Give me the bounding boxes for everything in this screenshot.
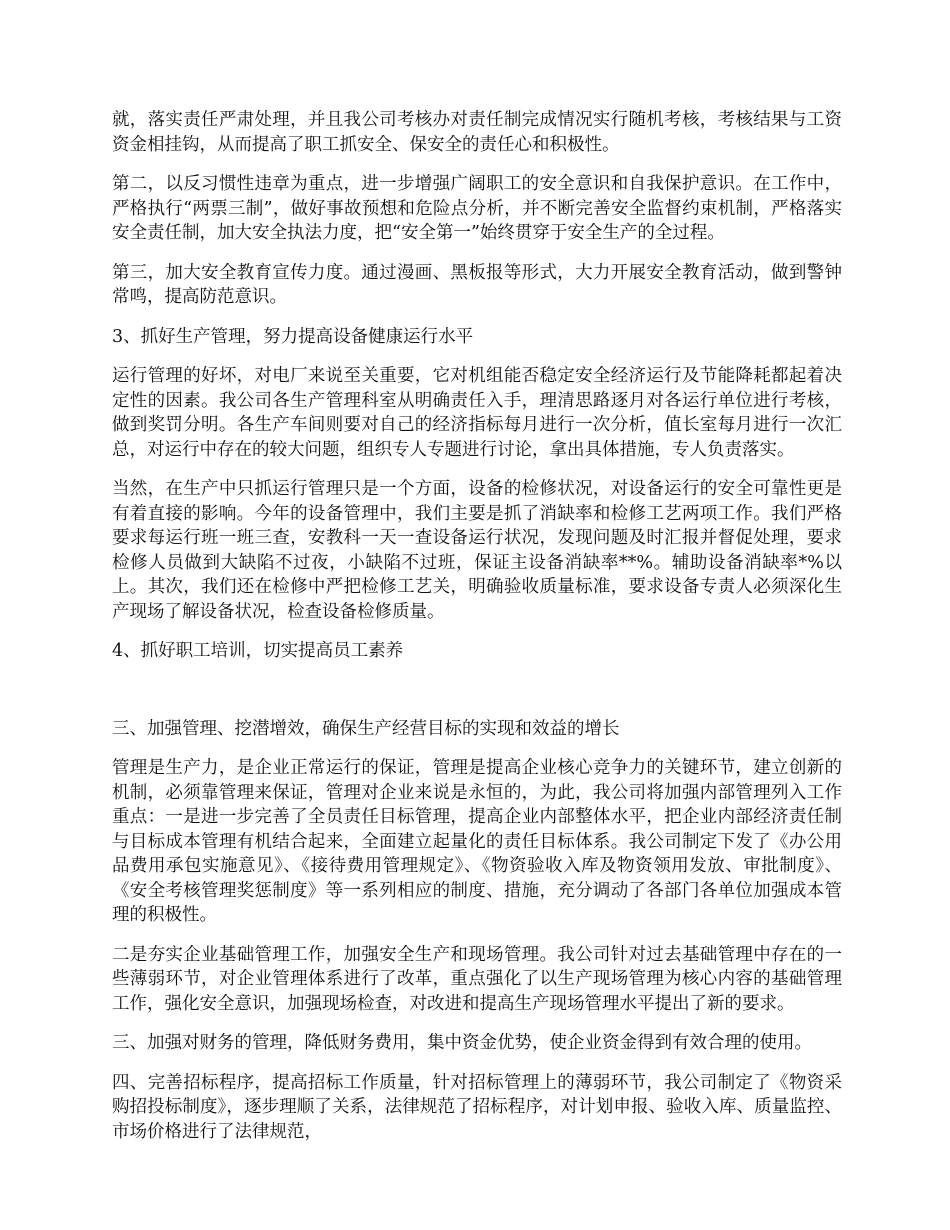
paragraph-basic-management: 二是夯实企业基础管理工作，加强安全生产和现场管理。我公司针对过去基础管理中存在的一些薄弱环节，对企业管理体系进行了改革，重点强化了以生产现场管理为核心内容的基础管理工作，强化安全意识，加强现场检查，对改进和提高生产现场管理水平提出了新的要求。 (112, 944, 842, 1014)
heading-section-three: 三、加强管理、挖潜增效，确保生产经营目标的实现和效益的增长 (112, 718, 620, 739)
heading-production-management: 3、抓好生产管理，努力提高设备健康运行水平 (112, 326, 474, 347)
paragraph-management-productivity: 管理是生产力，是企业正常运行的保证，管理是提高企业核心竞争力的关键环节，建立创新的机制，必须靠管理来保证，管理对企业来说是永恒的，为此，我公司将加强内部管理列入工作重点：一是进一步完善了全员责任目标管理，提高企业内部整体水平，把企业内部经济责任制与目标成本管理有机结合起来，全面建立起量化的责任目标体系。我公司制定下发了《办公用品费用承包实施意见》、《接待费用管理规定》、《物资验收入库及物资领用发放、审批制度》、《安全考核管理奖惩制度》等一系列相应的制度、措施，充分调动了各部门各单位加强成本管理的积极性。 (112, 758, 842, 925)
paragraph-third-point: 第三，加大安全教育宣传力度。通过漫画、黑板报等形式，大力开展安全教育活动，做到警钟常鸣，提高防范意识。 (112, 262, 842, 307)
paragraph-continuation: 就，落实责任严肃处理，并且我公司考核办对责任制完成情况实行随机考核，考核结果与工资资金相挂钩，从而提高了职工抓安全、保安全的责任心和积极性。 (112, 110, 842, 155)
paragraph-operation-management: 运行管理的好坏，对电厂来说至关重要，它对机组能否稳定安全经济运行及节能降耗都起着决定性的因素。我公司各生产管理科室从明确责任入手，理清思路逐月对各运行单位进行考核，做到奖罚分明。各生产车间则要对自己的经济指标每月进行一次分析，值长室每月进行一次汇总，对运行中存在的较大问题，组织专人专题进行讨论，拿出具体措施，专人负责落实。 (112, 366, 842, 460)
heading-staff-training: 4、抓好职工培训，切实提高员工素养 (112, 641, 404, 661)
paragraph-financial-management: 三、加强对财务的管理，降低财务费用，集中资金优势，使企业资金得到有效合理的使用。 (112, 1033, 812, 1053)
section-gap (112, 679, 842, 717)
document-body (112, 108, 842, 1159)
paragraph-bidding-procedure: 四、完善招标程序，提高招标工作质量，针对招标管理上的薄弱环节，我公司制定了《物资采购招投标制度》，逐步理顺了关系，法律规范了招标程序，对计划申报、验收入库、质量监控、市场价格进行了法律规范， (112, 1072, 842, 1142)
paragraph-second-point: 第二，以反习惯性违章为重点，进一步增强广阔职工的安全意识和自我保护意识。在工作中，严格执行“两票三制”，做好事故预想和危险点分析，并不断完善安全监督约束机制，严格落实安全责任制，加大安全执法力度，把“安全第一”始终贯穿于安全生产的全过程。 (112, 174, 842, 243)
paragraph-equipment-maintenance: 当然，在生产中只抓运行管理只是一个方面，设备的检修状况，对设备运行的安全可靠性更是有着直接的影响。今年的设备管理中，我们主要是抓了消缺率和检修工艺两项工作。我们严格要求每运行班一班三查，安教科一天一查设备运行状况，发现问题及时汇报并督促处理，要求检修人员做到大缺陷不过夜，小缺陷不过班，保证主设备消缺率**%。辅助设备消缺率*%以上。其次，我们还在检修中严把检修工艺关，明确验收质量标准，要求设备专责人必须深化生产现场了解设备状况，检查设备检修质量。 (112, 479, 842, 622)
